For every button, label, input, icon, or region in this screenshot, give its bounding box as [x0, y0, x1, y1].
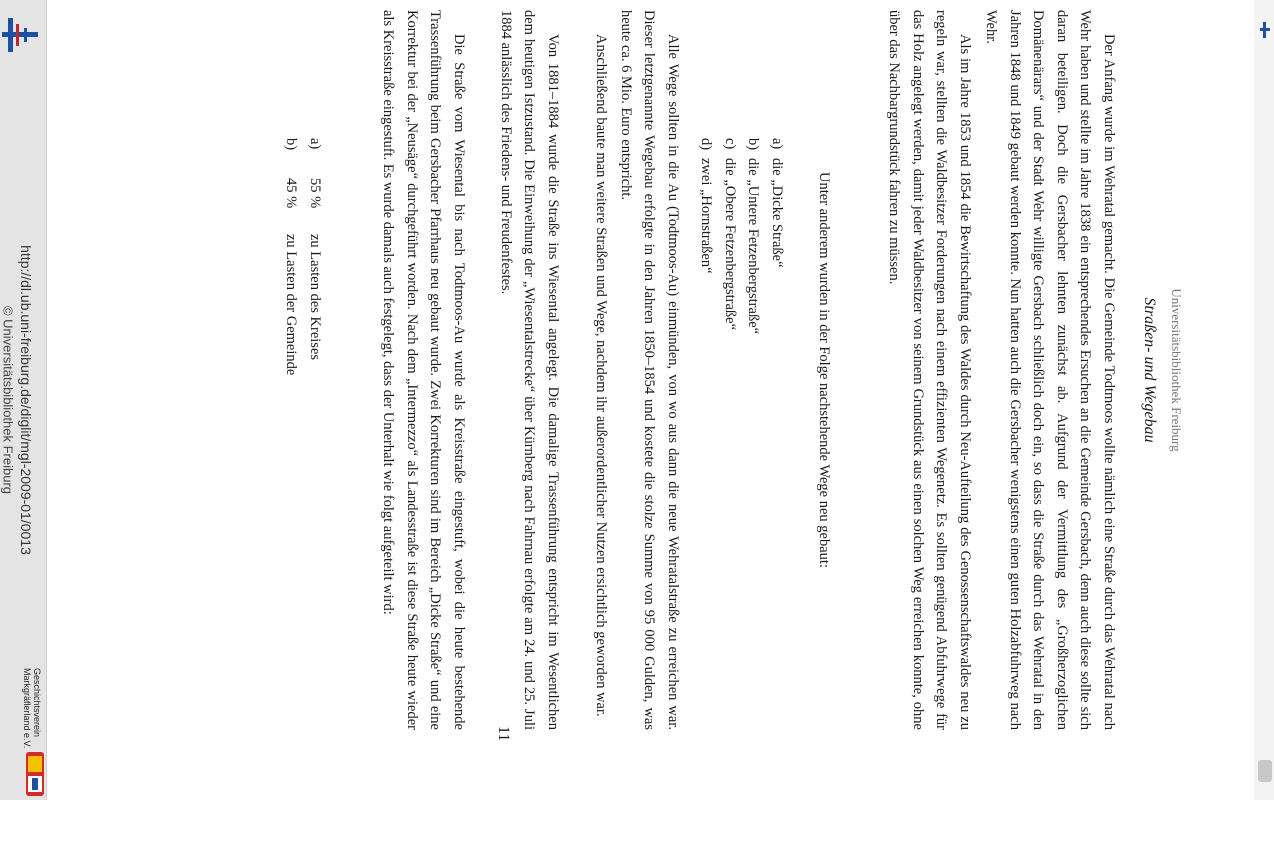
page-header-fragment: Universitätsbibliothek Freiburg [1169, 288, 1184, 452]
list-item: a) 55 % zu Lasten des Kreises [307, 138, 323, 361]
roads-list [694, 138, 788, 858]
society-name: Geschichtsverein [32, 668, 42, 738]
list-item: b) 45 % zu Lasten der Gemeinde [283, 138, 300, 376]
library-logo-icon [1260, 22, 1270, 38]
copyright-text: © Universitätsbibliothek Freiburg [0, 305, 16, 495]
society-crest-icon [1258, 760, 1272, 782]
page-number: 11 [495, 726, 512, 742]
paragraph-2: Als im Jahre 1853 und 1854 die Bewirtschaftung des Waldes durch Neu-Aufteilung des Genossenschaftswaldes neu zu regeln war, stellten die Waldbesitzer Forderungen nach einem effizienten Wegenetz. Es sollten genügend Abfuhrwege für das Holz angelegt werden, damit jeder Waldbesitzer von seinem Grundstück aus einen solchen Weg erreichen konnte, ohne über das Nachbargrundstück fahren zu müssen. [886, 10, 973, 730]
paragraph-3: Alle Wege sollten in die Au (Todtmoos-Au) einmünden, von wo aus dann die neue Wehratalstraße zu erreichen war. Dieser letztgenannte Wegebau erfolgte in den Jahren 1850–1854 und kostete die stolze Summe von 95 000 Gulden, was heute ca. 6 Mio. Euro entspricht. [617, 10, 681, 730]
roads-intro: Unter anderem wurden in der Folge nachstehende Wege neu gebaut: [816, 172, 832, 568]
page-title: Straßen- und Wegebau [1141, 297, 1158, 443]
list-item: c) die „Obere Fetzenbergstraße“ [721, 138, 738, 331]
library-logo-icon [2, 18, 38, 52]
paragraph-5: Von 1881–1884 wurde die Straße ins Wiesental angelegt. Die damalige Trassenführung entspricht im Wesentlichen dem heutigen Istzustand. Die Einweihung der „Wiesentalstrecke“ über Kürnberg nach Fahrnau erfolgte am 24. und 25. Juli 1884 anlässlich des Friedens- und Freudenfestes. [497, 10, 561, 730]
next-page-edge [1254, 0, 1274, 800]
society-crest-icon [26, 752, 44, 796]
paragraph-1: Der Anfang wurde im Wehratal gemacht. Die Gemeinde Todtmoos wollte nämlich eine Straße durch das Wehratal nach Wehr haben und stellte im Jahre 1838 ein entsprechendes Ersuchen an die Gemeinde Gersbach, denn auch diese sollte sich daran beteiligen. Doch die Gersbacher lehnten zunächst ab. Aufgrund der Vermittlung des „Großherzoglichen Domänenärars“ und der Stadt Wehr willigte Gersbach schließlich doch ein, so dass die Straße durch das Wehratal in den Jahren 1848 und 1849 gebaut werden konnte. Nun hatten auch die Gersbacher wenigstens einen guten Holzabfuhrweg nach Wehr. [983, 10, 1117, 730]
source-url[interactable]: http://dl.ub.uni-freiburg.de/diglit/mgl-2009-01/0013 [18, 245, 34, 555]
page-content [200, 10, 1184, 790]
paragraph-4: Anschließend baute man weitere Straßen und Wege, nachdem ihr außerordentlicher Nutzen ersichtlich geworden war. [593, 34, 609, 717]
paragraph-6: Die Straße vom Wiesental bis nach Todtmoos-Au wurde als Kreisstraße eingestuft, wobei die heute bestehende Trassenführung beim Gersbacher Pfarrhaus neu gebaut wurde. Zwei Korrekturen sind im Bereich „Dicke Straße“ und eine Korrektur bei der „Neusäge“ durchgeführt worden. Nach dem „Intermezzo“ als Landesstraße ist diese Straße heute wieder als Kreisstraße eingestuft. Es wurde damals auch festgelegt, dass der Unterhalt wie folgt aufgeteilt wird: [380, 10, 467, 730]
list-item: a) die „Dicke Straße“ [769, 138, 785, 268]
list-item: d) zwei „Hornstraßen“ [698, 138, 715, 274]
viewer-sidebar [0, 0, 47, 800]
document-page [160, 0, 1184, 800]
society-name-line2: Markgräflerland e.V. [22, 668, 32, 749]
list-item: b) die „Untere Fetzenbergstraße“ [745, 138, 762, 335]
cost-list [279, 138, 326, 858]
